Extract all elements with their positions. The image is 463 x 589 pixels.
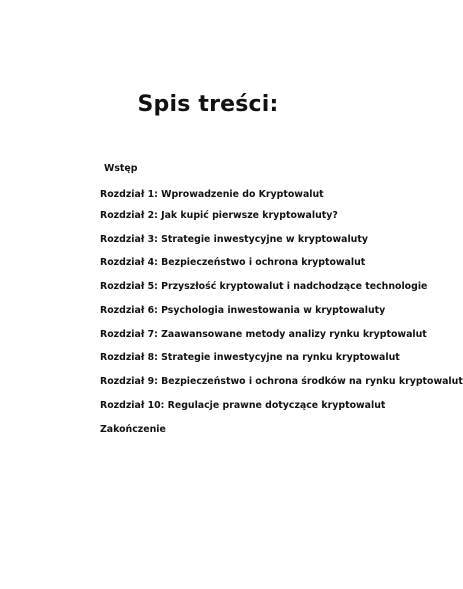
toc-entry-chapter-7: Rozdział 7: Zaawansowane metody analizy rynku kryptowalut [100, 329, 427, 340]
toc-entry-chapter-9: Rozdział 9: Bezpieczeństwo i ochrona środków na rynku kryptowalut [100, 376, 463, 387]
toc-entry-chapter-1: Rozdział 1: Wprowadzenie do Kryptowalut [100, 189, 324, 200]
page-title: Spis treści: [137, 92, 279, 117]
toc-entry-conclusion: Zakończenie [100, 424, 166, 435]
toc-entry-chapter-3: Rozdział 3: Strategie inwestycyjne w kryptowaluty [100, 234, 368, 245]
toc-entry-chapter-4: Rozdział 4: Bezpieczeństwo i ochrona kryptowalut [100, 257, 366, 268]
toc-entry-intro: Wstęp [104, 163, 138, 174]
toc-entry-chapter-6: Rozdział 6: Psychologia inwestowania w kryptowaluty [100, 305, 386, 316]
toc-entry-chapter-10: Rozdział 10: Regulacje prawne dotyczące kryptowalut [100, 400, 386, 411]
toc-entry-chapter-5: Rozdział 5: Przyszłość kryptowalut i nadchodzące technologie [100, 281, 428, 292]
toc-entry-chapter-8: Rozdział 8: Strategie inwestycyjne na rynku kryptowalut [100, 352, 400, 363]
toc-entry-chapter-2: Rozdział 2: Jak kupić pierwsze kryptowaluty? [100, 210, 338, 221]
